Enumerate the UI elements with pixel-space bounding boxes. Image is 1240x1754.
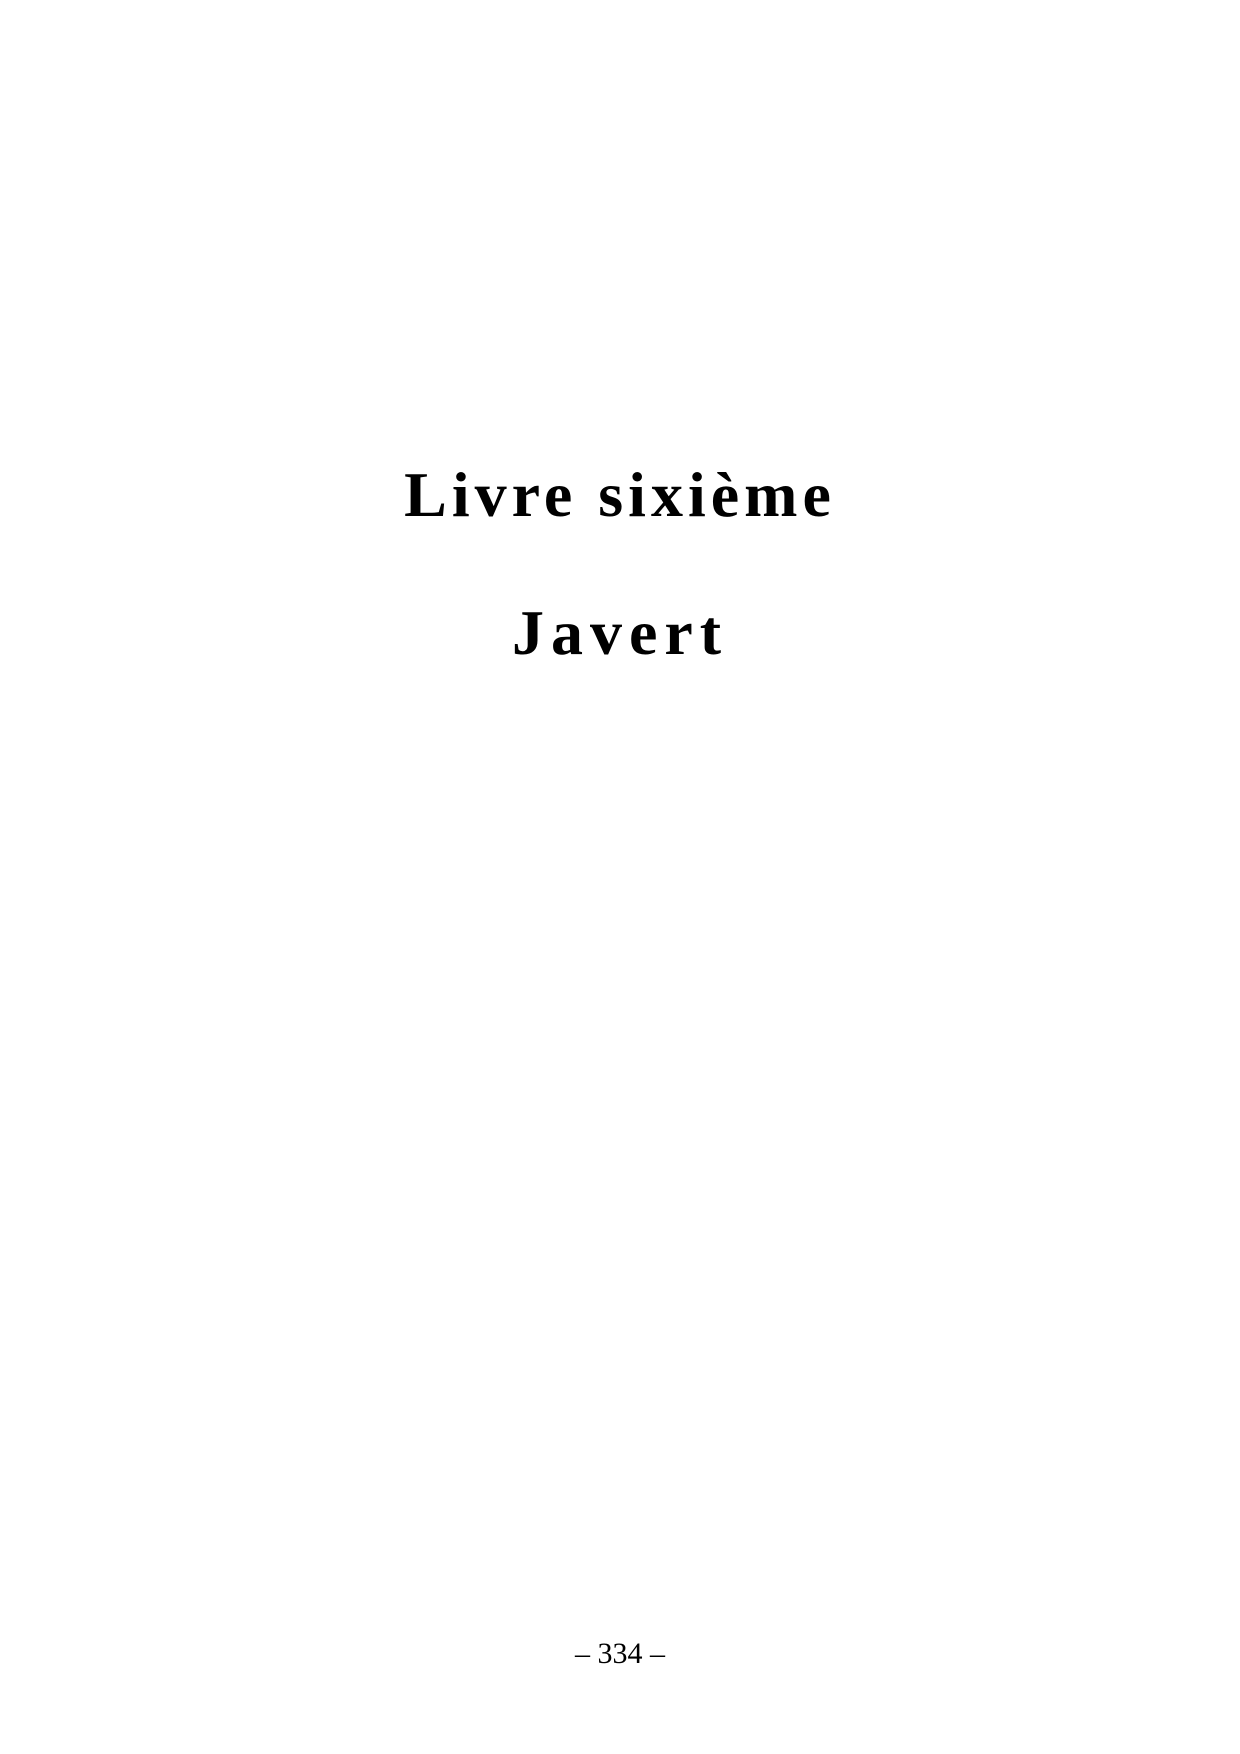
page-number: – 334 – (575, 1637, 665, 1670)
chapter-title: Javert (511, 597, 729, 668)
book-title: Livre sixième (404, 459, 836, 530)
